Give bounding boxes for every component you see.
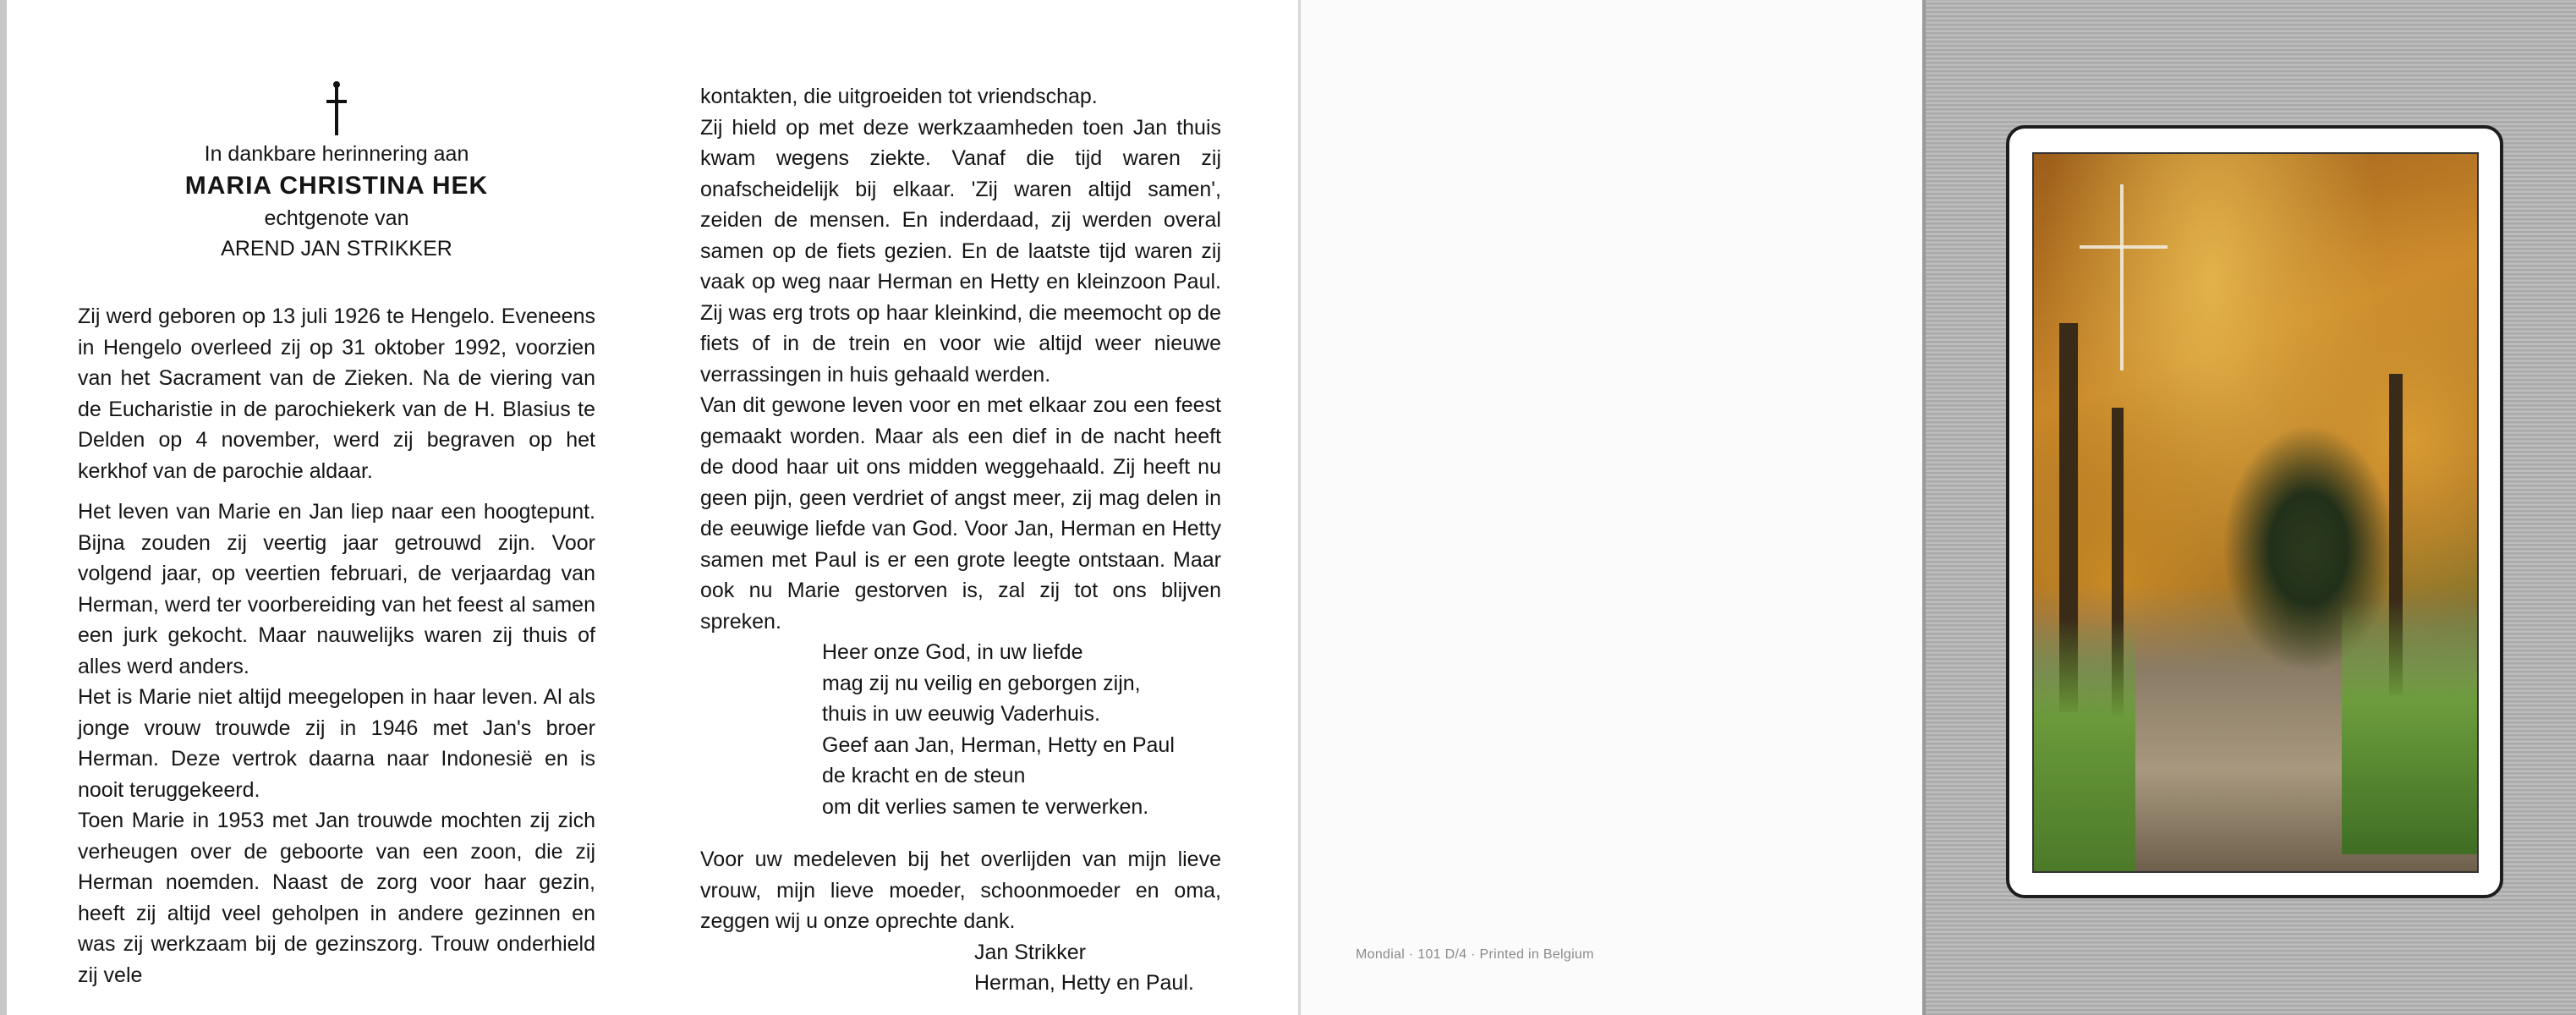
signature-line: Jan Strikker [974, 940, 1086, 964]
thanks-paragraph: Voor uw medeleven bij het overlijden van mijn lieve vrouw, mijn lieve moeder, schoonmoeder en oma, zeggen wij u onze oprechte dank. [700, 848, 1221, 933]
heading-block [78, 78, 595, 264]
fold-line [1922, 0, 1926, 1015]
poem-line: thuis in uw eeuwig Vaderhuis. [822, 702, 1100, 726]
paragraph: kontakten, die uitgroeiden tot vriendschap. [700, 85, 1098, 108]
poem-line: de kracht en de steun [822, 764, 1026, 787]
poem-line: mag zij nu veilig en geborgen zijn, [822, 671, 1141, 695]
signature-line: Herman, Hetty en Paul. [974, 971, 1194, 995]
signature [974, 937, 1221, 999]
heading-relation: echtgenote van [264, 206, 409, 230]
back-panel [1300, 0, 1924, 1015]
middle-body-text [700, 81, 1221, 999]
left-panel [0, 0, 660, 1015]
autumn-forest-photo [2032, 152, 2479, 873]
printer-imprint: Mondial · 101 D/4 · Printed in Belgium [1356, 947, 1594, 962]
heading-intro: In dankbare herinnering aan [204, 142, 469, 166]
card-edge [0, 0, 7, 1015]
poem-line: Heer onze God, in uw liefde [822, 640, 1083, 664]
paragraph: Het is Marie niet altijd meegelopen in haar leven. Al als jonge vrouw trouwde zij in 1946 met Jan's broer Herman. Deze vertrok daarna naar Indonesië en is nooit teruggekeerd. [78, 685, 595, 802]
fold-line [1298, 0, 1301, 1015]
paragraph: Het leven van Marie en Jan liep naar een hoogtepunt. Bijna zouden zij veertig jaar getrouwd zijn. Voor volgend jaar, op veertien februari, de verjaardag van Herman, werd ter voorbereiding van het feest al samen een jurk gekocht. Maar nauwelijks waren zij thuis of alles werd anders. [78, 500, 595, 678]
paragraph: Van dit gewone leven voor en met elkaar zou een feest gemaakt worden. Maar als een dief in de nacht heeft de dood haar uit ons midden weggehaald. Zij heeft nu geen pijn, geen verdriet of angst meer, zij mag delen in de eeuwige liefde van God. Voor Jan, Herman en Hetty samen met Paul is er een grote leegte ontstaan. Maar ook nu Marie gestorven is, zal zij tot ons blijven spreken. [700, 393, 1221, 634]
deceased-name: MARIA CHRISTINA HEK [184, 172, 489, 200]
photo-cross-icon [2076, 184, 2169, 370]
prayer-poem [822, 637, 1221, 822]
paragraph: Toen Marie in 1953 met Jan trouwde mochten zij zich verheugen over de geboorte van een zoon, die zij Herman noemden. Naast de zorg voor haar gezin, heeft zij altijd veel geholpen in andere gezinnen en was zij werkzaam bij de gezinszorg. Trouw onderhield zij vele [78, 809, 595, 987]
paragraph: Zij hield op met deze werkzaamheden toen Jan thuis kwam wegens ziekte. Vanaf die tijd waren zij onafscheidelijk bij elkaar. 'Zij waren altijd samen', zeiden de mensen. En inderdaad, zij werden overal samen op de fiets gezien. En de laatste tijd waren zij vaak op weg naar Herman en Hetty en kleinzoon Paul. Zij was erg trots op haar kleinkind, die meemocht op de fiets of in de trein en voor wie altijd weer nieuwe verrassingen in huis gehaald werden. [700, 115, 1221, 387]
poem-line: om dit verlies samen te verwerken. [822, 794, 1149, 819]
left-body-text [78, 301, 595, 1001]
paragraph: Zij werd geboren op 13 juli 1926 te Hengelo. Eveneens in Hengelo overleed zij op 31 oktober 1992, voorzien van het Sacrament van de Zieken. Na de viering van de Eucharistie in de parochiekerk van de H. Blasius te Delden op 4 november, werd zij begraven op het kerkhof van de parochie aldaar. [78, 304, 595, 483]
cross-icon [318, 78, 355, 139]
spouse-name: AREND JAN STRIKKER [221, 237, 452, 261]
poem-line: Geef aan Jan, Herman, Hetty en Paul [822, 732, 1175, 757]
